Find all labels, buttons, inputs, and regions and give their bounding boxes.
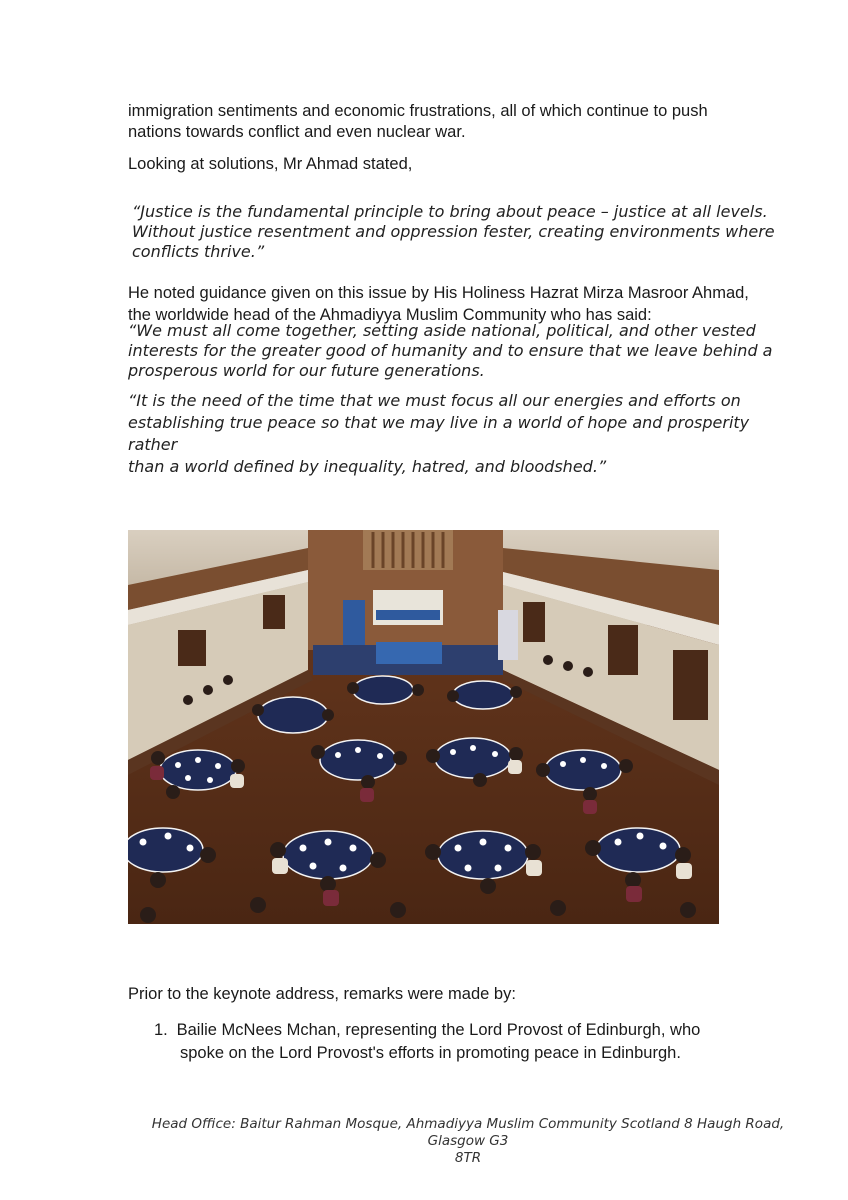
quote-line: “Justice is the fundamental principle to bring about peace – justice at all levels. [132, 202, 768, 221]
quote-line: “It is the need of the time that we must focus all our energies and efforts on [128, 391, 741, 410]
body-paragraph-4: Prior to the keynote address, remarks were made by: [128, 985, 516, 1003]
quote-line: Without justice resentment and oppression fester, creating environments where [132, 222, 775, 241]
quote-line: establishing true peace so that we may live in a world of hope and prosperity rather [128, 413, 750, 454]
quote-line: “We must all come together, setting aside national, political, and other vested [128, 321, 756, 340]
quote-true-peace [128, 390, 778, 478]
quote-line: interests for the greater good of humanity and to ensure that we leave behind a [128, 341, 773, 360]
quote-line: than a world defined by inequality, hatred, and bloodshed.” [128, 457, 607, 476]
paragraph-line: He noted guidance given on this issue by His Holiness Hazrat Mirza Masroor Ahmad, [128, 284, 749, 302]
paragraph-line: immigration sentiments and economic frustrations, all of which continue to push [128, 102, 708, 120]
list-item-line: spoke on the Lord Provost's efforts in promoting peace in Edinburgh. [180, 1044, 681, 1062]
event-hall-photo [128, 530, 719, 924]
body-paragraph-3 [128, 282, 788, 326]
quote-line: prosperous world for our future generations. [128, 361, 485, 380]
paragraph-line: the worldwide head of the Ahmadiyya Muslim Community who has said: [128, 306, 652, 324]
footer-address-line: Head Office: Baitur Rahman Mosque, Ahmadiyya Muslim Community Scotland 8 Haugh Road, Glasgow G3 [151, 1116, 785, 1149]
event-hall-illustration [128, 530, 719, 924]
paragraph-line: nations towards conflict and even nuclear war. [128, 123, 466, 141]
quote-line: conflicts thrive.” [132, 242, 265, 261]
list-number: 1. [154, 1021, 168, 1039]
quote-justice [132, 202, 782, 262]
footer-address-line: 8TR [454, 1150, 482, 1166]
body-paragraph-1 [128, 101, 788, 143]
page-footer [128, 1116, 808, 1167]
list-item-line: Bailie McNees Mchan, representing the Lord Provost of Edinburgh, who [176, 1021, 701, 1039]
quote-come-together [128, 321, 778, 381]
body-paragraph-2: Looking at solutions, Mr Ahmad stated, [128, 155, 413, 173]
list-item [154, 1019, 734, 1065]
